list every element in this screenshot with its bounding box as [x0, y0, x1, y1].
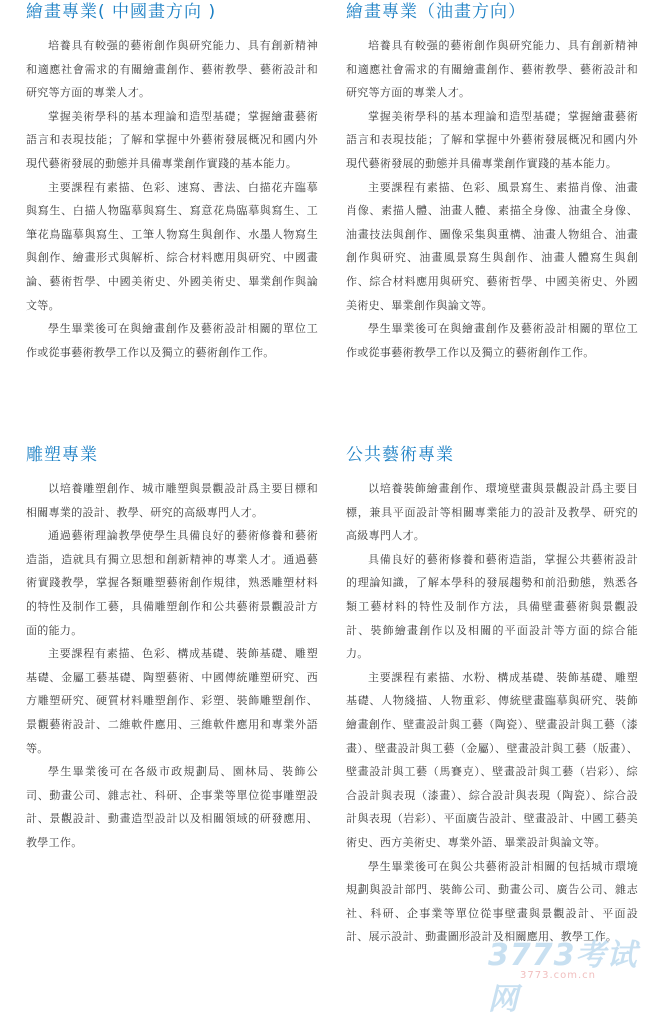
watermark-url: 3773.com.cn [520, 970, 596, 981]
section-paragraph: 通過藝術理論教學使學生具備良好的藝術修養和藝術造詣，造就具有獨立思想和創新精神的專業人才。通過藝術實踐教學，掌握各類雕塑藝術創作規律，熟悉雕塑材料的特性及制作工藝，具備雕塑創作和公共藝術景觀設計方面的能力。 [26, 529, 318, 637]
section-paragraph: 掌握美術學科的基本理論和造型基礎；掌握繪畫藝術語言和表現技能；了解和掌握中外藝術發展概况和國内外現代藝術發展的動態并具備專業創作實踐的基本能力。 [346, 109, 638, 170]
section-sculpture [26, 444, 318, 855]
section-paragraph: 學生畢業後可在與繪畫創作及藝術設計相關的單位工作或從事藝術教學工作以及獨立的藝術創作工作。 [26, 322, 318, 359]
section-public-art [346, 444, 638, 949]
section-paragraph: 學生畢業後可在與公共藝術設計相關的包括城市環境規劃與設計部門、裝飾公司、動畫公司、廣告公司、雜志社、科研、企事業等單位從事壁畫與景觀設計、平面設計、展示設計、動畫圖形設計及相關應用、教學工作。 [346, 859, 638, 944]
section-paragraph: 以培養雕塑創作、城市雕塑與景觀設計爲主要目標和相關專業的設計、教學、研究的高級專門人才。 [26, 482, 318, 519]
section-paragraph: 主要課程有素描、水粉、構成基礎、裝飾基礎、雕塑基礎、人物綫描、人物重彩、傳統壁畫臨摹與研究、裝飾繪畫創作、壁畫設計與工藝（陶瓷）、壁畫設計與工藝（漆畫）、壁畫設計與工藝（金屬）、壁畫設計與工藝（版畫）、壁畫設計與工藝（馬賽克）、壁畫設計與工藝（岩彩）、綜合設計與表現（漆畫）、綜合設計與表現（陶瓷）、綜合設計與表現（岩彩）、平面廣告設計、壁畫設計、中國工藝美術史、西方美術史、專業外語、畢業設計與論文等。 [346, 670, 638, 849]
section-title: 繪畫專業( 中國畫方向 ) [26, 2, 217, 22]
section-title: 雕塑專業 [26, 445, 98, 465]
section-paragraph: 學生畢業後可在與繪畫創作及藝術設計相關的單位工作或從事藝術教學工作以及獨立的藝術創作工作。 [346, 322, 638, 359]
section-paragraph: 具備良好的藝術修養和藝術造詣，掌握公共藝術設計的理論知識，了解本學科的發展趨勢和前沿動態，熟悉各類工藝材料的特性及制作方法，具備壁畫藝術與景觀設計、裝飾繪畫創作以及相關的平面設計等方面的綜合能力。 [346, 552, 638, 661]
section-paragraph: 主要課程有素描、色彩、速寫、書法、白描花卉臨摹與寫生、白描人物臨摹與寫生、寫意花鳥臨摹與寫生、工筆花鳥臨摹與寫生、工筆人物寫生與創作、水墨人物寫生與創作、繪畫形式與解析、綜合材料應用與研究、中國畫論、藝術哲學、中國美術史、外國美術史、畢業創作與論文等。 [26, 180, 318, 312]
section-paragraph: 培養具有較强的藝術創作與研究能力、具有創新精神和適應社會需求的有關繪畫創作、藝術教學、藝術設計和研究等方面的專業人才。 [26, 39, 318, 100]
section-paragraph: 學生畢業後可在各級市政規劃局、園林局、裝飾公司、動畫公司、雜志社、科研、企事業等單位從事雕塑設計、景觀設計、動畫造型設計以及相關領域的研發應用、教學工作。 [26, 765, 318, 849]
section-paragraph: 以培養裝飾繪畫創作、環境壁畫與景觀設計爲主要目標，兼具平面設計等相關專業能力的設計及教學、研究的高級專門人才。 [346, 482, 638, 543]
section-paragraph: 主要課程有素描、色彩、風景寫生、素描肖像、油畫肖像、素描人體、油畫人體、素描全身像、油畫全身像、油畫技法與創作、圖像采集與重構、油畫人物組合、油畫創作與研究、油畫風景寫生與創作、油畫人體寫生與創作、綜合材料應用與研究、藝術哲學、中國美術史、外國美術史、畢業創作與論文等。 [346, 180, 638, 312]
section-title: 繪畫專業（油畫方向） [346, 2, 526, 22]
section-paragraph: 主要課程有素描、色彩、構成基礎、裝飾基礎、雕塑基礎、金屬工藝基礎、陶塑藝術、中國傳統雕塑研究、西方雕塑研究、硬質材料雕塑創作、彩塑、裝飾雕塑創作、景觀藝術設計、二維軟件應用、三維軟件應用和專業外語等。 [26, 647, 318, 755]
section-title: 公共藝術專業 [346, 445, 454, 465]
section-painting-chinese [26, 1, 318, 364]
watermark-logo-text: 3773考试网 [488, 938, 638, 1017]
section-paragraph: 培養具有較强的藝術創作與研究能力、具有創新精神和適應社會需求的有關繪畫創作、藝術教學、藝術設計和研究等方面的專業人才。 [346, 39, 638, 100]
section-paragraph: 掌握美術學科的基本理論和造型基礎；掌握繪畫藝術語言和表現技能；了解和掌握中外藝術發展概况和國内外現代藝術發展的動態并具備專業創作實踐的基本能力。 [26, 109, 318, 170]
section-painting-oil [346, 1, 638, 364]
